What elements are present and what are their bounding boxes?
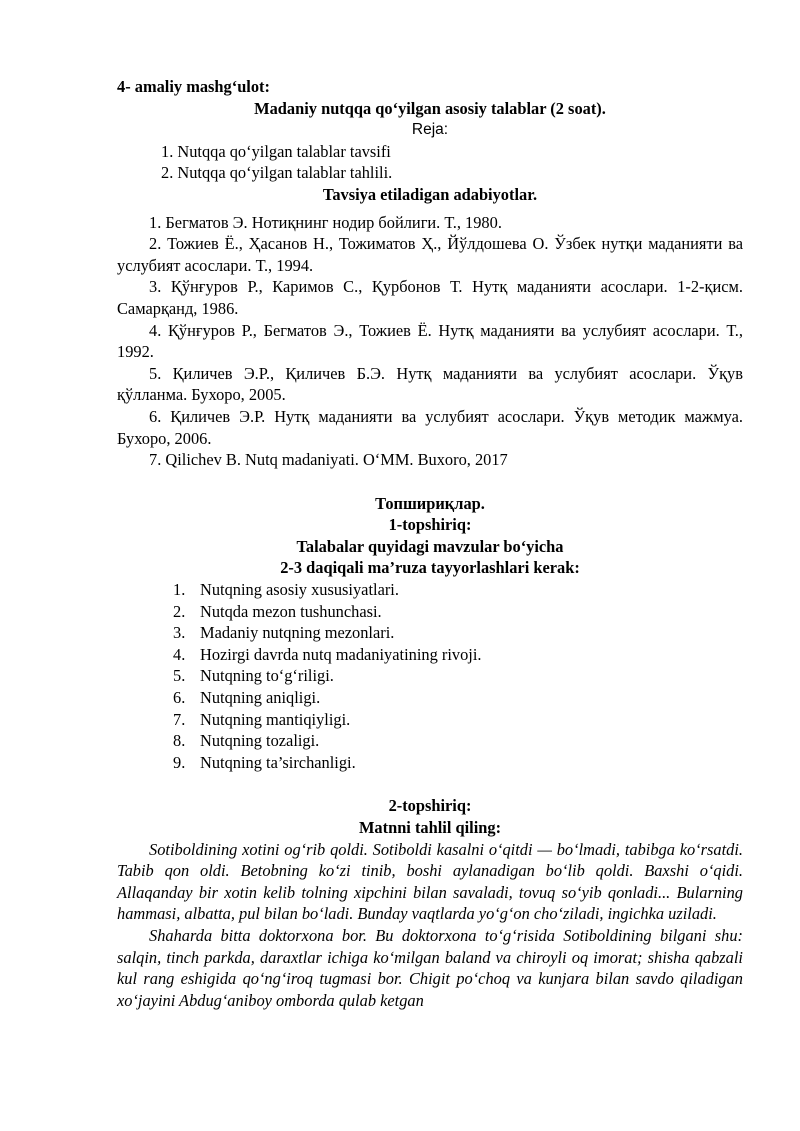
lesson-label: 4- amaliy mashg‘ulot: — [117, 77, 270, 96]
topic-number: 3. — [173, 623, 186, 643]
topic-item — [117, 709, 743, 731]
topic-item — [117, 665, 743, 687]
topic-item — [117, 752, 743, 774]
topic-item — [117, 644, 743, 666]
topic-text: Nutqning ta’sirchanligi. — [200, 752, 356, 772]
topic-number: 9. — [173, 752, 186, 772]
text-paragraph: Shaharda bitta doktorxona bor. Bu doktorxona to‘g‘risida Sotiboldining bilgani shu: salqin, tinch parkda, daraxtlar ichiga ko‘milgan baland va chiroyli oq imorat; shisha qabzali kul rang eshigida qo‘ng‘iroq tugmasi bor. Chigit po‘choq va kunjara bilan savdo qiladigan xo‘jayini Abdug‘aniboy omborda qulab ketgan — [117, 925, 743, 1010]
topic-number: 5. — [173, 666, 186, 686]
topic-text: Nutqda mezon tushunchasi. — [200, 601, 382, 621]
task2-instruction: Matnni tahlil qiling: — [358, 818, 502, 837]
tasks-title: Топшириқлар. — [375, 493, 485, 513]
topic-text: Nutqning aniqligi. — [200, 688, 321, 708]
plan-item: 2. Nutqqa qo‘yilgan talablar tahlili. — [161, 163, 393, 183]
literature-title: Tavsiya etiladigan adabiyotlar. — [322, 184, 538, 204]
topic-text: Nutqning to‘g‘riligi. — [200, 666, 334, 686]
reference-item: 4. Қўнғуров Р., Бегматов Э., Тожиев Ё. Нутқ маданияти ва услубият асослари. Т., 1992. — [117, 320, 743, 362]
task1-label: 1-topshiriq: — [388, 515, 472, 535]
lesson-title: Madaniy nutqqa qo‘yilgan asosiy talablar (2 soat). — [254, 98, 606, 118]
topic-number: 6. — [173, 688, 186, 708]
topic-number: 7. — [173, 709, 186, 729]
reference-list — [117, 212, 743, 471]
topic-number: 2. — [173, 601, 186, 621]
topic-number: 1. — [173, 580, 186, 600]
topic-text: Madaniy nutqning mezonlari. — [200, 623, 395, 643]
task1-intro: 2-3 daqiqali ma’ruza tayyorlashlari kerak: — [280, 558, 580, 578]
plan-label: Reja: — [411, 121, 449, 139]
task1-intro: Talabalar quyidagi mavzular bo‘yicha — [296, 536, 564, 556]
topic-item — [117, 687, 743, 709]
reference-item: 1. Бегматов Э. Нотиқнинг нодир бойлиги. Т., 1980. — [149, 212, 502, 232]
topic-number: 4. — [173, 644, 186, 664]
topic-text: Nutqning tozaligi. — [200, 731, 320, 751]
topic-text: Nutqning asosiy xususiyatlari. — [200, 580, 399, 600]
topic-item — [117, 601, 743, 623]
topic-item — [117, 579, 743, 601]
topic-text: Hozirgi davrda nutq madaniyatining rivoji. — [200, 644, 482, 664]
reference-item: 2. Тожиев Ё., Ҳасанов Н., Тожиматов Ҳ., Йўлдошева О. Ўзбек нутқи маданияти ва услубият асослари. Т., 1994. — [117, 234, 743, 275]
reference-item: 6. Қиличев Э.Р. Нутқ маданияти ва услубият асослари. Ўқув методик мажмуа. Бухоро, 2006. — [117, 406, 743, 448]
reference-item: 3. Қўнғуров Р., Каримов С., Қурбонов Т. Нутқ маданияти асослари. 1-2-қисм. Самарқанд, 1986. — [117, 277, 743, 318]
task2-label: 2-topshiriq: — [388, 796, 472, 816]
topic-text: Nutqning mantiqiyligi. — [200, 709, 351, 729]
plan-item: 1. Nutqqa qo‘yilgan talablar tavsifi — [161, 141, 391, 161]
task1-topic-list — [117, 579, 743, 773]
document-page — [117, 76, 743, 1011]
reference-item: 5. Қиличев Э.Р., Қиличев Б.Э. Нутқ маданияти ва услубият асослари. Ўқув қўлланма. Бухоро, 2005. — [117, 363, 743, 405]
reference-item: 7. Qilichev B. Nutq madaniyati. O‘MM. Buxoro, 2017 — [149, 450, 508, 470]
topic-number: 8. — [173, 731, 186, 751]
text-paragraph: Sotiboldining xotini og‘rib qoldi. Sotiboldi kasalni o‘qitdi — bo‘lmadi, tabibga ko‘rsatdi. Tabib qon oldi. Betobning ko‘zi tinib, boshi aylanadigan bo‘lib qoldi. Baxshi o‘qidi. Allaqanday bir xotin kelib tolning xipchini bilan savaladi, tovuq so‘yib qonladi... Bularning hammasi, albatta, pul bilan bo‘ladi. Bunday vaqtlarda yo‘g‘on cho‘ziladi, ingichka uziladi. — [117, 839, 743, 924]
topic-item — [117, 730, 743, 752]
topic-item — [117, 622, 743, 644]
